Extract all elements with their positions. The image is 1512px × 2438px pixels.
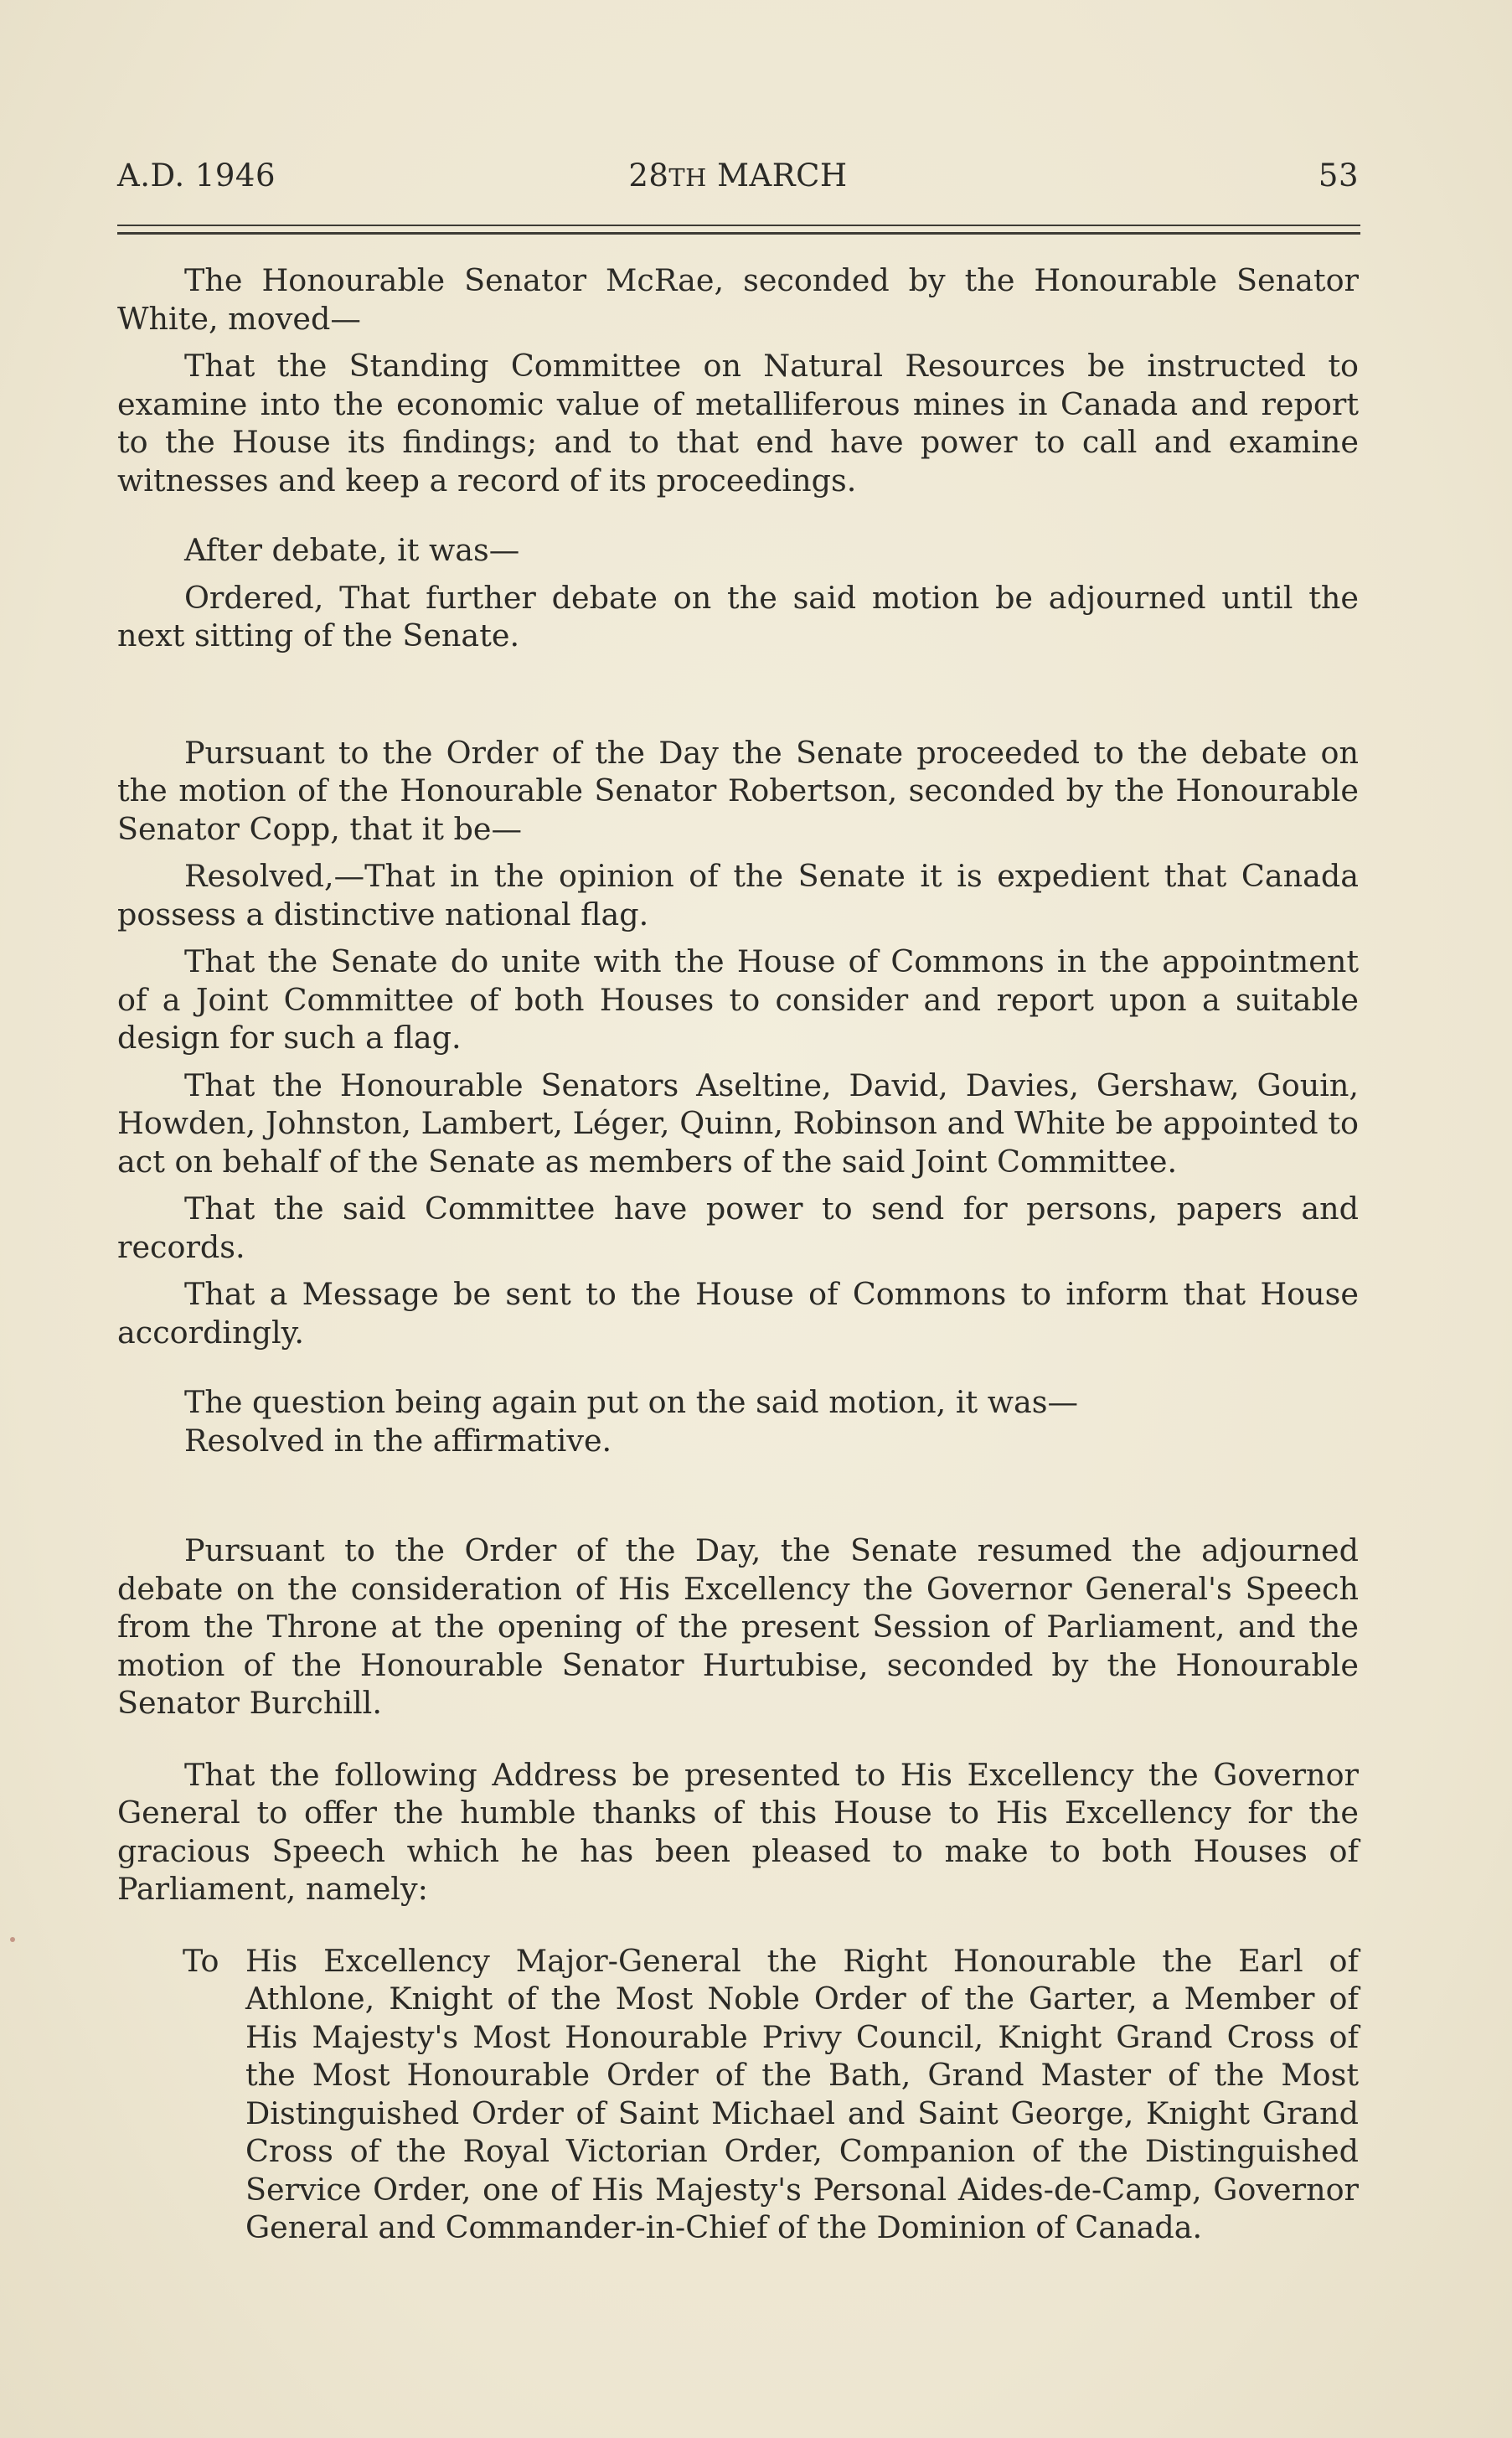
paragraph-resolved-flag: Resolved,—That in the opinion of the Senate it is expedient that Canada possess a distinctive national flag. <box>117 858 1359 932</box>
paragraph-joint-committee: That the Senate do unite with the House of Commons in the appointment of a Joint Committee of both Houses to consider and report upon a suitable design for such a flag. <box>117 943 1359 1056</box>
running-header <box>117 158 1359 199</box>
paragraph-order-of-day-flag: Pursuant to the Order of the Day the Senate proceeded to the debate on the motion of the Honourable Senator Robertson, seconded by the Honourable Senator Copp, that it be— <box>117 734 1359 847</box>
header-rule-thin <box>117 225 1360 226</box>
paragraph-message: That a Message be sent to the House of Commons to inform that House accordingly. <box>117 1276 1359 1351</box>
address-text: His Excellency Major-General the Right Honourable the Earl of Athlone, Knight of the Most Noble Order of the Garter, a Member of His Majesty's Most Honourable Privy Council, Knight Grand Cross of the Most Honourable Order of the Bath, Grand Master of the Most Distinguished Order of Saint Michael and Saint George, Knight Grand Cross of the Royal Victorian Order, Companion of the Distinguished Service Order, one of His Majesty's Personal Aides-de-Camp, Governor General and Commander-in-Chief of the Dominion of Canada. <box>245 1942 1359 2245</box>
paragraph-address-intro: That the following Address be presented to His Excellency the Governor General to offer the humble thanks of this House to His Excellency for the gracious Speech which he has been pleased to make to both Houses of Parliament, namely: <box>117 1756 1359 1907</box>
paragraph-question-put: The question being again put on the said motion, it was— <box>184 1384 1079 1420</box>
header-date <box>117 158 1359 194</box>
paragraph-motion-mover: The Honourable Senator McRae, seconded by the Honourable Senator White, moved— <box>117 262 1359 337</box>
paragraph-ordered: Ordered, That further debate on the said motion be adjourned until the next sitting of the Senate. <box>117 579 1359 653</box>
paragraph-senators-appointed: That the Honourable Senators Aseltine, David, Davies, Gershaw, Gouin, Howden, Johnston, Lambert, Léger, Quinn, Robinson and White be appointed to act on behalf of the Senate as members of the said Joint Committee. <box>117 1067 1359 1180</box>
paragraph-order-of-day-speech: Pursuant to the Order of the Day, the Senate resumed the adjourned debate on the consideration of His Excellency the Governor General's Speech from the Throne at the opening of the present Session of Parliament, and the motion of the Honourable Senator Hurtubise, seconded by the Honourable Senator Burchill. <box>117 1532 1359 1721</box>
header-year: A.D. 1946 <box>117 158 276 194</box>
header-rule-thick <box>117 232 1360 235</box>
journal-body <box>117 261 1359 2247</box>
margin-ink-spot <box>10 1937 15 1942</box>
header-day-suffix: TH <box>668 163 707 192</box>
address-to-word: To <box>183 1942 219 1979</box>
page-number: 53 <box>1318 158 1359 194</box>
header-month: MARCH <box>717 158 848 194</box>
paragraph-committee-power: That the said Committee have power to send for persons, papers and records. <box>117 1191 1359 1265</box>
paragraph-motion-text: That the Standing Committee on Natural Resources be instructed to examine into the economic value of metalliferous mines in Canada and report to the House its findings; and to that end have power to call and examine witnesses and keep a record of its proceedings. <box>117 348 1359 498</box>
address-to-governor-general <box>117 1942 1359 2247</box>
paragraph-after-debate: After debate, it was— <box>184 532 520 568</box>
header-day: 28 <box>628 158 669 194</box>
paragraph-resolved-affirmative: Resolved in the affirmative. <box>184 1422 612 1459</box>
